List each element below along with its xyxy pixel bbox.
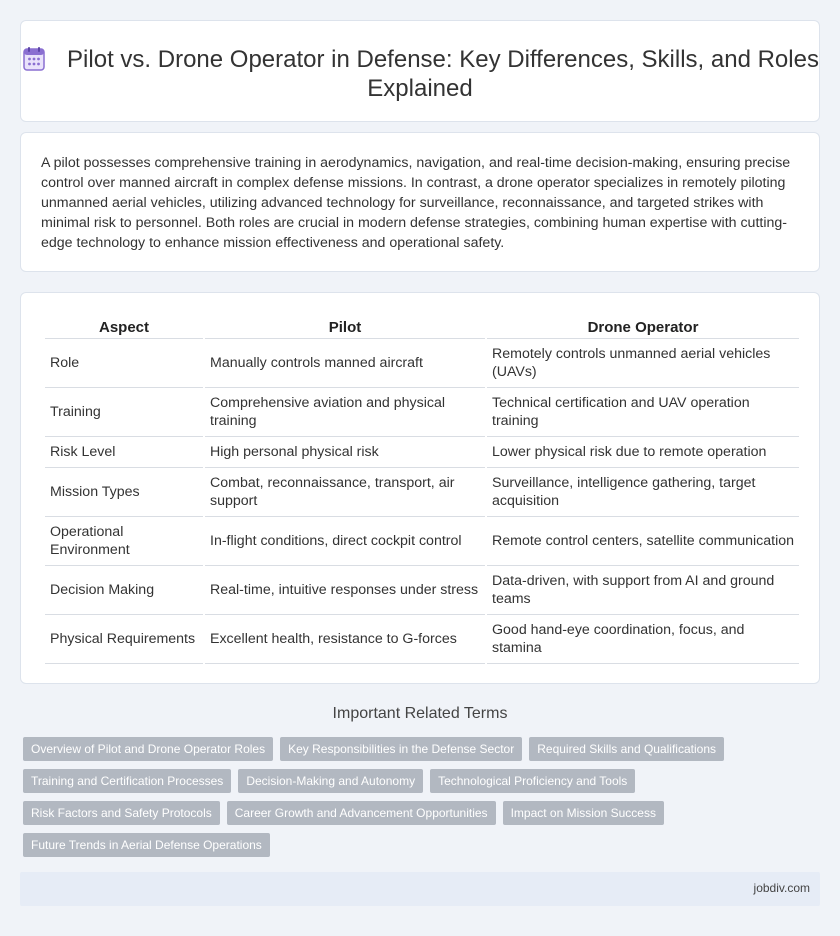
related-term-tag[interactable]: Career Growth and Advancement Opportunities: [227, 801, 496, 825]
related-term-tag[interactable]: Impact on Mission Success: [503, 801, 664, 825]
header-aspect: Aspect: [45, 313, 203, 339]
table-row: [45, 437, 799, 468]
related-term-tag[interactable]: Overview of Pilot and Drone Operator Roles: [23, 737, 273, 761]
table-cell: Lower physical risk due to remote operation: [487, 437, 799, 468]
calendar-grid-icon: [21, 46, 47, 72]
table-cell: Remote control centers, satellite communication: [487, 517, 799, 566]
related-term-tag[interactable]: Required Skills and Qualifications: [529, 737, 724, 761]
header-pilot: Pilot: [205, 313, 485, 339]
table-cell: Technical certification and UAV operation training: [487, 388, 799, 437]
related-term-tag[interactable]: Key Responsibilities in the Defense Sector: [280, 737, 522, 761]
footer-site-link[interactable]: jobdiv.com: [753, 881, 810, 895]
related-term-tag[interactable]: Decision-Making and Autonomy: [238, 769, 423, 793]
table-cell: Good hand-eye coordination, focus, and stamina: [487, 615, 799, 664]
table-cell: Real-time, intuitive responses under stress: [205, 566, 485, 615]
table-cell: Surveillance, intelligence gathering, target acquisition: [487, 468, 799, 517]
table-cell: Manually controls manned aircraft: [205, 339, 485, 388]
table-row: [45, 388, 799, 437]
table-row: [45, 339, 799, 388]
table-row: [45, 468, 799, 517]
table-cell: Excellent health, resistance to G-forces: [205, 615, 485, 664]
table-cell: Remotely controls unmanned aerial vehicles (UAVs): [487, 339, 799, 388]
intro-card: [20, 132, 820, 272]
table-cell: Training: [45, 388, 203, 437]
related-terms-title: Important Related Terms: [332, 705, 508, 722]
header-drone-operator: Drone Operator: [487, 313, 799, 339]
related-term-tag[interactable]: Future Trends in Aerial Defense Operations: [23, 833, 270, 857]
comparison-table: [43, 313, 801, 664]
table-cell: Combat, reconnaissance, transport, air support: [205, 468, 485, 517]
table-row: [45, 517, 799, 566]
table-row: [45, 566, 799, 615]
table-cell: Role: [45, 339, 203, 388]
comparison-card: [20, 292, 820, 684]
table-cell: Data-driven, with support from AI and ground teams: [487, 566, 799, 615]
table-header-row: [45, 313, 799, 339]
intro-paragraph: A pilot possesses comprehensive training in aerodynamics, navigation, and real-time decision-making, ensuring precise control over manned aircraft in complex defense missions. In contrast, a drone operator specializes in remotely piloting unmanned aerial vehicles, utilizing advanced technology for surveillance, reconnaissance, and targeted strikes with minimal risk to personnel. Both roles are crucial in modern defense strategies, combining human expertise with cutting-edge technology to enhance mission effectiveness and operational safety.: [41, 155, 791, 251]
header-card: [20, 20, 820, 122]
related-term-tag[interactable]: Training and Certification Processes: [23, 769, 231, 793]
table-cell: High personal physical risk: [205, 437, 485, 468]
related-term-tag[interactable]: Risk Factors and Safety Protocols: [23, 801, 220, 825]
page-title: Pilot vs. Drone Operator in Defense: Key Differences, Skills, and Roles Explained: [67, 46, 819, 102]
table-cell: Comprehensive aviation and physical training: [205, 388, 485, 437]
table-cell: Decision Making: [45, 566, 203, 615]
related-terms-list: [23, 737, 803, 865]
footer-bar: [20, 872, 820, 906]
related-term-tag[interactable]: Technological Proficiency and Tools: [430, 769, 635, 793]
table-row: [45, 615, 799, 664]
page-title-wrap: [21, 45, 819, 103]
table-cell: Operational Environment: [45, 517, 203, 566]
table-cell: Mission Types: [45, 468, 203, 517]
table-cell: Physical Requirements: [45, 615, 203, 664]
table-cell: In-flight conditions, direct cockpit control: [205, 517, 485, 566]
table-cell: Risk Level: [45, 437, 203, 468]
